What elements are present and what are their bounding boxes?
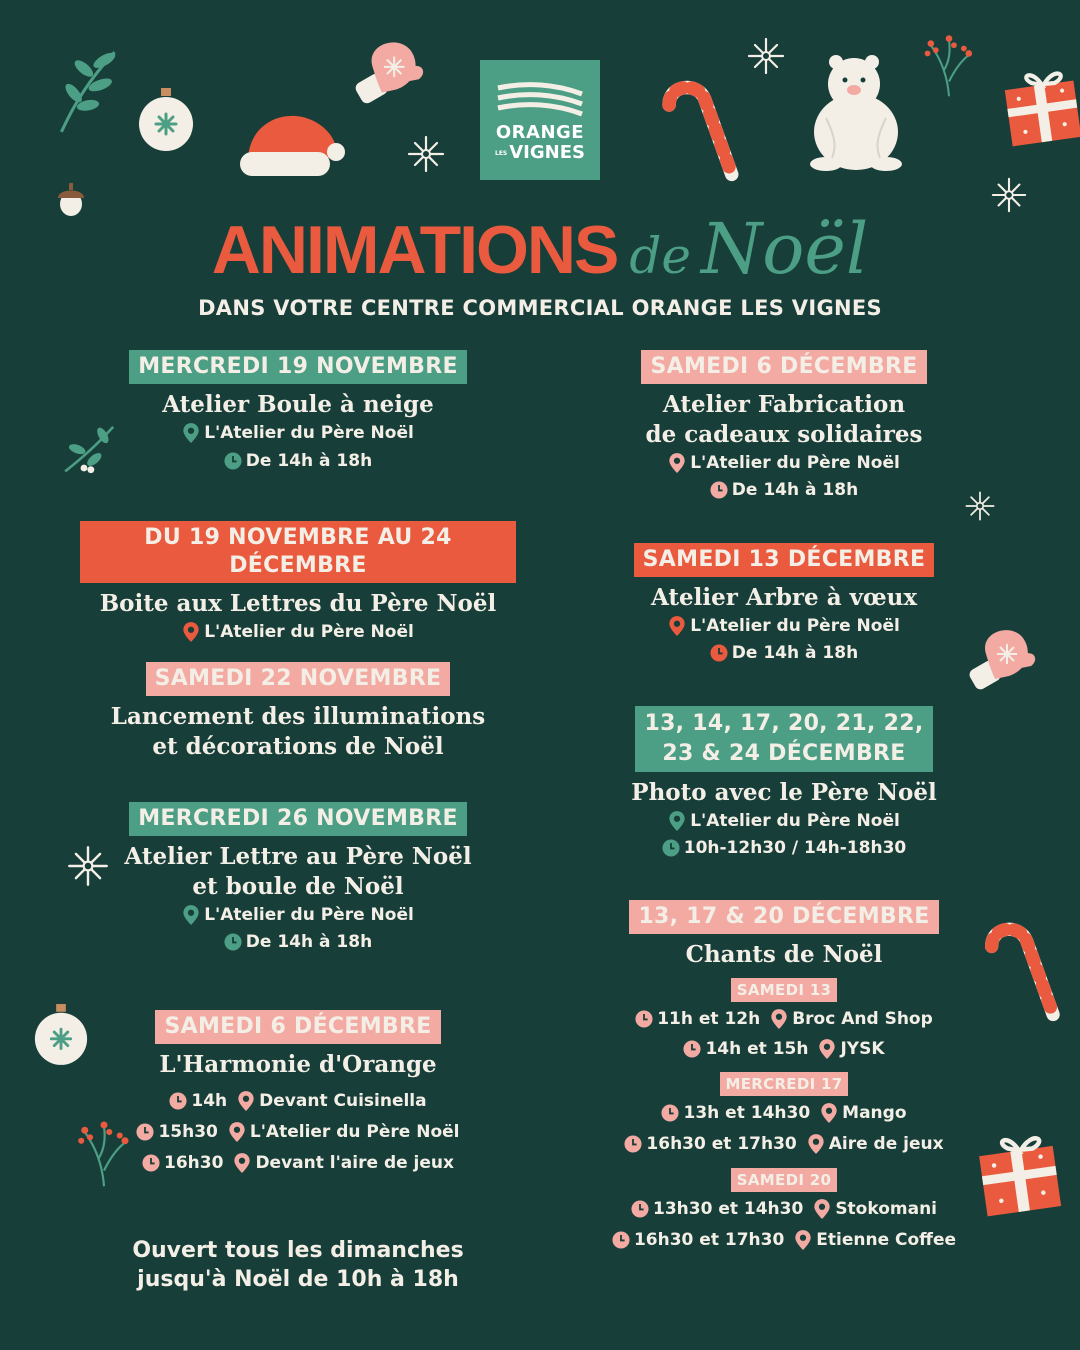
pin-icon <box>237 1090 255 1112</box>
clock-icon <box>612 1231 630 1249</box>
event-date: SAMEDI 6 DÉCEMBRE <box>155 1010 440 1044</box>
event-right-3 <box>564 706 1004 862</box>
event-place: L'Atelier du Père Noël <box>80 902 516 929</box>
event-right-2 <box>564 543 1004 667</box>
opening-hours-note: Ouvert tous les dimanches jusqu'à Noël de 10h à 18h <box>132 1238 464 1292</box>
pin-icon <box>668 452 686 474</box>
event-date: DU 19 NOVEMBRE AU 24 DÉCEMBRE <box>80 521 516 583</box>
event-title: Photo avec le Père Noël <box>631 779 937 806</box>
event-date: SAMEDI 6 DÉCEMBRE <box>641 350 926 384</box>
pin-icon <box>668 615 686 637</box>
page-subtitle: DANS VOTRE CENTRE COMMERCIAL ORANGE LES VIGNES <box>198 296 882 320</box>
event-time: De 14h à 18h <box>564 477 1004 504</box>
clock-icon <box>142 1154 160 1172</box>
clock-icon <box>631 1200 649 1218</box>
page-title <box>0 208 1080 290</box>
event-title: Atelier Boule à neige <box>162 391 434 418</box>
event-place: L'Atelier du Père Noël <box>80 619 516 646</box>
title-noel: Noël <box>701 208 869 290</box>
event-left-1 <box>80 350 516 475</box>
logo-line1: ORANGE <box>495 122 585 143</box>
event-left-2 <box>80 521 516 646</box>
logo-line2: LES VIGNES <box>495 142 585 163</box>
event-place: L'Atelier du Père Noël <box>564 808 1004 835</box>
santa-hat-icon <box>234 108 350 182</box>
event-title: Lancement des illuminations <box>110 703 486 730</box>
event-title-line2: et boule de Noël <box>192 873 404 900</box>
event-time: 10h-12h30 / 14h-18h30 <box>564 835 1004 862</box>
title-main: ANIMATIONS <box>211 212 618 288</box>
clock-icon <box>661 1104 679 1122</box>
event-left-4 <box>80 802 516 956</box>
event-place: L'Atelier du Père Noël <box>80 420 516 447</box>
event-title: Atelier Lettre au Père Noël <box>124 843 472 870</box>
pin-icon <box>228 1121 246 1143</box>
clock-icon <box>635 1010 653 1028</box>
clock-icon <box>710 481 728 499</box>
pin-icon <box>233 1152 251 1174</box>
schedule-row: 13h et 14h30 Mango <box>564 1098 1004 1129</box>
pin-icon <box>182 904 200 926</box>
snowflake-icon <box>746 36 786 76</box>
clock-icon <box>683 1040 701 1058</box>
berry-branch-icon <box>924 32 974 98</box>
pin-icon <box>818 1038 836 1060</box>
polar-bear-icon <box>796 48 916 172</box>
event-date: SAMEDI 13 DÉCEMBRE <box>634 543 935 577</box>
clock-icon <box>169 1092 187 1110</box>
event-date: SAMEDI 22 NOVEMBRE <box>146 662 451 696</box>
schedule-row: 14h Devant Cuisinella <box>80 1086 516 1117</box>
pin-icon <box>770 1008 788 1030</box>
event-title-line2: et décorations de Noël <box>152 733 444 760</box>
clock-icon <box>224 452 242 470</box>
brand-logo <box>480 60 600 180</box>
pin-icon <box>182 422 200 444</box>
pin-icon <box>794 1229 812 1251</box>
pin-icon <box>820 1102 838 1124</box>
clock-icon <box>710 644 728 662</box>
event-left-5 <box>80 1010 516 1179</box>
pin-icon <box>182 621 200 643</box>
pin-icon <box>813 1198 831 1220</box>
event-date: MERCREDI 19 NOVEMBRE <box>129 350 467 384</box>
clock-icon <box>136 1123 154 1141</box>
clock-icon <box>662 839 680 857</box>
event-time: De 14h à 18h <box>80 447 516 475</box>
event-date: 13, 17 & 20 DÉCEMBRE <box>629 900 938 934</box>
day-label: SAMEDI 13 <box>731 978 837 1002</box>
leaf-branch-icon <box>52 44 126 136</box>
pin-icon <box>807 1133 825 1155</box>
snowflake-icon <box>406 134 446 174</box>
event-title: Boite aux Lettres du Père Noël <box>99 590 497 617</box>
event-right-4 <box>564 900 1004 1256</box>
candy-cane-icon <box>652 78 744 184</box>
vineyard-logo-icon <box>496 80 584 120</box>
schedule-row: 16h30 et 17h30 Etienne Coffee <box>564 1225 1004 1256</box>
schedule-row: 16h30 et 17h30 Aire de jeux <box>564 1129 1004 1160</box>
pin-icon <box>668 810 686 832</box>
schedule-row: 14h et 15h JYSK <box>564 1034 1004 1064</box>
day-label: MERCREDI 17 <box>720 1072 849 1096</box>
event-place: L'Atelier du Père Noël <box>564 613 1004 640</box>
ornament-icon <box>136 86 196 152</box>
event-date: 13, 14, 17, 20, 21, 22, 23 & 24 DÉCEMBRE <box>635 706 932 772</box>
clock-icon <box>624 1135 642 1153</box>
event-date: MERCREDI 26 NOVEMBRE <box>129 802 467 836</box>
day-label: SAMEDI 20 <box>731 1168 837 1192</box>
title-de: de <box>629 227 691 285</box>
schedule-row: 13h30 et 14h30 Stokomani <box>564 1194 1004 1225</box>
event-place: L'Atelier du Père Noël <box>564 450 1004 477</box>
event-title: Atelier Fabrication <box>662 391 906 418</box>
event-time: De 14h à 18h <box>564 640 1004 667</box>
clock-icon <box>224 933 242 951</box>
gift-icon <box>1000 56 1080 152</box>
event-right-1 <box>564 350 1004 504</box>
event-time: De 14h à 18h <box>80 929 516 956</box>
event-left-3 <box>80 662 516 762</box>
event-title: L'Harmonie d'Orange <box>159 1051 437 1078</box>
event-title: Atelier Arbre à vœux <box>650 584 918 611</box>
schedule-row: 11h et 12h Broc And Shop <box>564 1004 1004 1034</box>
event-title-line2: de cadeaux solidaires <box>645 421 923 448</box>
mitten-icon <box>346 36 430 108</box>
schedule-row: 15h30 L'Atelier du Père Noël <box>80 1117 516 1148</box>
schedule-row: 16h30 Devant l'aire de jeux <box>80 1148 516 1179</box>
event-title: Chants de Noël <box>685 941 883 968</box>
